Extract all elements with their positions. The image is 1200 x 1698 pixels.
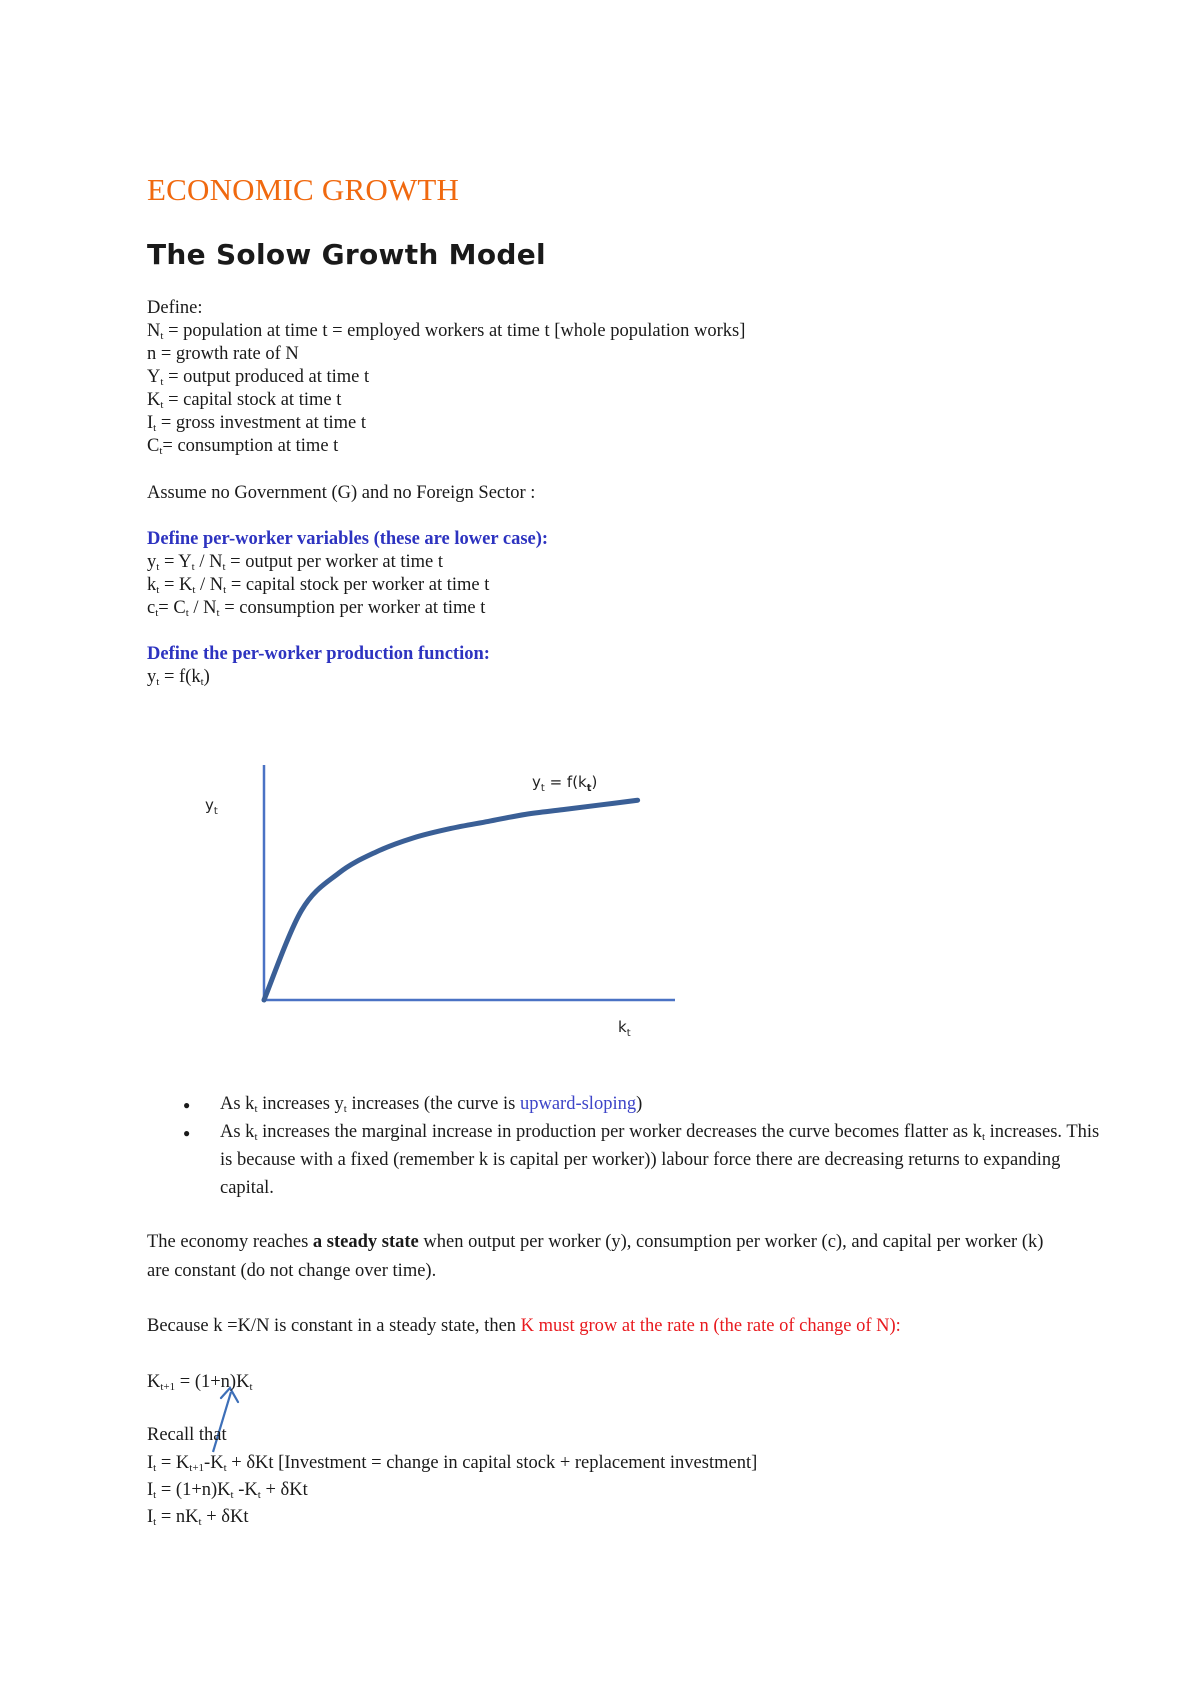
- production-function: $y_t = f(k_t)$: [147, 667, 210, 688]
- definition-item: $Y_t$ = output produced at time t: [147, 367, 370, 388]
- bullet-dot: ●: [183, 1098, 191, 1112]
- per-worker-c: $c_t= C_t / N_t$ = consumption per worker at time t: [147, 598, 486, 619]
- per-worker-k: $k_t = K_t / N_t$ = capital stock per worker at time t: [147, 575, 490, 596]
- definition-item: $K_t$ = capital stock at time t: [147, 390, 342, 411]
- define-label: Define:: [147, 298, 203, 318]
- x-axis-label: $k_t$: [618, 1018, 631, 1039]
- equation-investment-3: $I_t = nK_t + \delta Kt$: [147, 1507, 249, 1528]
- definition-item: $N_t$ = population at time t = employed workers at time t [whole population works]: [147, 321, 746, 342]
- y-axis-label: $y_t$: [205, 796, 218, 817]
- definition-item: n = growth rate of N: [147, 344, 299, 364]
- bullet-2: As $k_t$ increases the marginal increase in production per worker decreases the curve becomes flatter as $k_t$ increases. This is because with a fixed (remember k is capital per worker)) labour force there are decreasing returns to expanding capital.: [220, 1122, 1100, 1198]
- steady-state-paragraph: The economy reaches a steady state when output per worker (y), consumption per worker (c), and capital per worker (k) are constant (do not change over time).: [147, 1232, 1044, 1281]
- definition-item: $I_t$ = gross investment at time t: [147, 413, 367, 434]
- production-curve: [264, 800, 638, 1000]
- bullet-1: As $k_t$ increases $y_t$ increases (the curve is upward-sloping): [220, 1094, 643, 1115]
- bullet-dot: ●: [183, 1126, 191, 1140]
- page-title: ECONOMIC GROWTH: [147, 172, 460, 207]
- per-worker-heading: Define per-worker variables (these are lower case):: [147, 529, 549, 549]
- equation-investment-1: $I_t = K_{t+1}-K_t + \delta Kt$ [Investment = change in capital stock + replacement investment]: [147, 1453, 758, 1474]
- equation-capital-growth: $K_{t+1} = (1+n)K_t$: [147, 1372, 253, 1393]
- definition-item: $C_t=$ consumption at time t: [147, 436, 339, 457]
- curve-label: $y_t = f(k_t)$: [532, 773, 598, 794]
- per-worker-y: $y_t = Y_t / N_t$ = output per worker at time t: [147, 552, 444, 573]
- equation-investment-2: $I_t = (1+n)K_t$ $-K_t + \delta Kt$: [147, 1480, 308, 1501]
- recall-text: Recall that: [147, 1425, 227, 1445]
- production-heading: Define the per-worker production function:: [147, 644, 490, 664]
- assume-text: Assume no Government (G) and no Foreign Sector :: [147, 483, 536, 503]
- section-heading: The Solow Growth Model: [147, 238, 546, 271]
- because-paragraph: Because k =K/N is constant in a steady state, then K must grow at the rate n (the rate of change of N):: [147, 1316, 901, 1336]
